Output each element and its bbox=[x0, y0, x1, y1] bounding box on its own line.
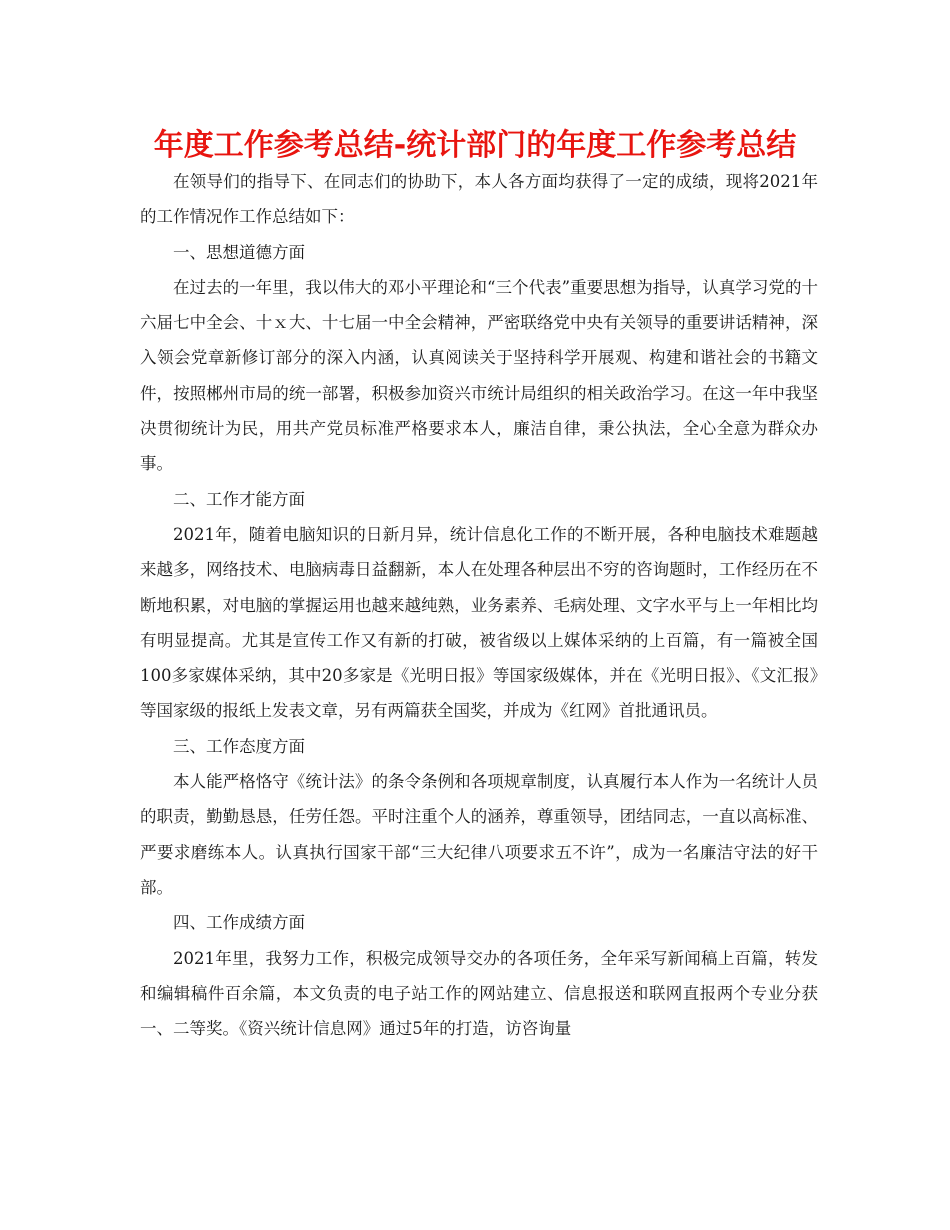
ideology-paragraph: 在过去的一年里，我以伟大的邓小平理论和“三个代表”重要思想为指导，认真学习党的十六届七中全会、十ｘ大、十七届一中全会精神，严密联络党中央有关领导的重要讲话精神，深入领会党章新修订部分的深入内涵，认真阅读关于坚持科学开展观、构建和谐社会的书籍文件，按照郴州市局的统一部署，积极参加资兴市统计局组织的相关政治学习。在这一年中我坚决贯彻统计为民，用共产党员标准严格要求本人，廉洁自律，秉公执法，全心全意为群众办事。 bbox=[140, 277, 818, 474]
document-body bbox=[140, 164, 818, 1046]
section-heading-ability: 二、工作才能方面 bbox=[173, 489, 305, 509]
intro-paragraph: 在领导们的指导下、在同志们的协助下，本人各方面均获得了一定的成绩，现将2021年的工作情况作工作总结如下： bbox=[140, 172, 818, 227]
section-heading-ideology: 一、思想道德方面 bbox=[173, 242, 305, 262]
document-title: 年度工作参考总结-统计部门的年度工作参考总结 bbox=[153, 128, 797, 163]
attitude-paragraph: 本人能严格恪守《统计法》的条令条例和各项规章制度，认真履行本人作为一名统计人员的职责，勤勤恳恳，任劳任怨。平时注重个人的涵养，尊重领导，团结同志，一直以高标准、严要求磨练本人。认真执行国家干部“三大纪律八项要求五不许”，成为一名廉洁守法的好干部。 bbox=[140, 772, 818, 897]
achievements-paragraph: 2021年里，我努力工作，积极完成领导交办的各项任务，全年采写新闻稿上百篇，转发和编辑稿件百余篇，本文负责的电子站工作的网站建立、信息报送和联网直报两个专业分获一、二等奖。《资兴统计信息网》通过5年的打造，访咨询量 bbox=[140, 948, 818, 1039]
section-heading-achievements: 四、工作成绩方面 bbox=[173, 913, 305, 933]
ability-paragraph: 2021年，随着电脑知识的日新月异，统计信息化工作的不断开展，各种电脑技术难题越来越多，网络技术、电脑病毒日益翻新，本人在处理各种层出不穷的咨询题时，工作经历在不断地积累，对电脑的掌握运用也越来越纯熟，业务素养、毛病处理、文字水平与上一年相比均有明显提高。尤其是宣传工作又有新的打破，被省级以上媒体采纳的上百篇，有一篇被全国100多家媒体采纳，其中20多家是《光明日报》等国家级媒体，并在《光明日报》、《文汇报》等国家级的报纸上发表文章，另有两篇获全国奖，并成为《红网》首批通讯员。 bbox=[140, 524, 818, 721]
section-heading-attitude: 三、工作态度方面 bbox=[173, 736, 305, 756]
